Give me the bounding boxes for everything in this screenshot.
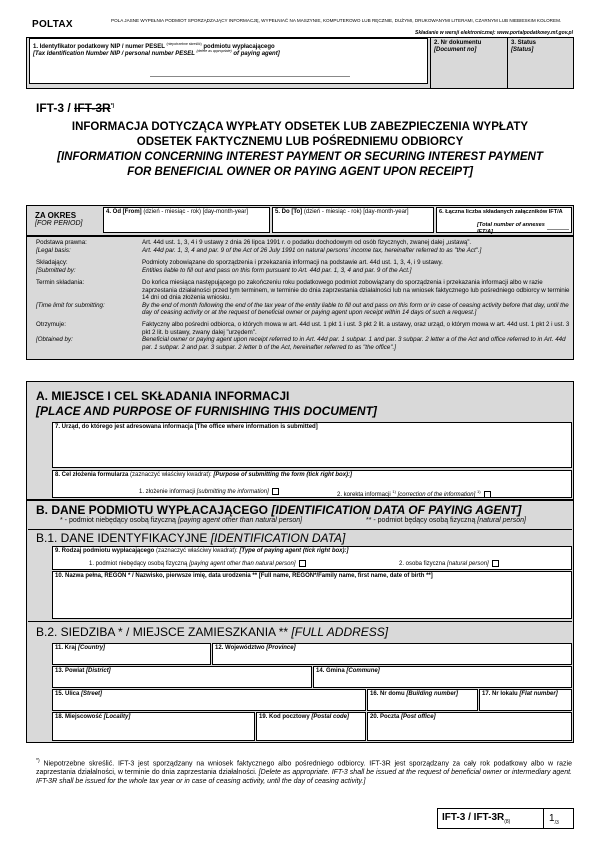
info-legal-basis: Podstawa prawna: [Legal basis: Art. 44d ust. 1, 3, 4 i 9 ustawy z dnia 26 lipca 1991 r. o podatku dochodowym od osób fizycznych, zwanej dalej „ustawą”. Art. 44d par. 1, 3, 4 and par. 9 of the Act of 26 July 1991 on natural persons' income tax, hereinafter referred to as "the Act".] (36, 239, 482, 254)
info-submitted-by: Składający: [Submitted by: Podmioty zobowiązane do sporządzenia i przekazania informacji na podstawie art. 44d ust. 1, 3, 4, i 9 ustawy. Entities liable to fill out and pass on this form pursuant to Art. 44d par. 1, 3, 4 and par. 9 of the Act.] (36, 259, 443, 274)
field-17-flat-no[interactable]: 17. Nr lokalu [Flat number] (479, 689, 572, 711)
field-3-label-en: [Status] (511, 47, 534, 53)
field-8-purpose: 8. Cel złożenia formularza (zaznaczyć właściwy kwadrat): [Purpose of submitting the form (tick right box):] 1. złożenie informacji [submitting the information] 2. korekta informacji $^{1)}$ [correction of the information] $^{1)}$ (52, 470, 572, 498)
field-6-label: 6. Łączna liczba składanych załączników IFT/A (439, 209, 563, 215)
field-6-annex-count[interactable] (436, 207, 572, 233)
field-4-label: 4. Od [From] (106, 209, 142, 215)
period-label-en: [FOR PERIOD] (35, 220, 83, 227)
field-1-label-en: [Tax Identification Number NIP / personal number PESEL (33, 51, 195, 57)
purpose-option-correction[interactable]: 2. korekta informacji $^{1)}$ [correction of the information] $^{1)}$ (337, 488, 491, 499)
field-2-label: 2. Nr dokumentu (434, 40, 482, 46)
section-b-note-legal: * - podmiot niebędący osobą fizyczną [paying agent other than natural person] (60, 517, 303, 524)
title-pl-1: INFORMACJA DOTYCZĄCA WYPŁATY ODSETEK LUB ZABEZPIECZENIA WYPŁATY (71, 121, 529, 133)
agent-natural-checkbox[interactable] (492, 560, 499, 567)
field-12-province[interactable]: 12. Województwo [Province] (212, 643, 572, 665)
form-id (36, 99, 114, 115)
field-1-note-en: (delete as appropriate) (196, 49, 232, 53)
footer-form-box (437, 808, 574, 829)
agent-type-natural[interactable]: 2. osoba fizyczna [natural person] (399, 560, 499, 568)
logo: POLTAX (32, 19, 73, 30)
title-en-1: [INFORMATION CONCERNING INTEREST PAYMENT OR SECURING INTEREST PAYMENT (57, 151, 543, 163)
field-11-country[interactable]: 11. Kraj [Country] (52, 643, 211, 665)
purpose-option-submit[interactable]: 1. złożenie informacji [submitting the information] (139, 488, 279, 496)
field-15-street[interactable]: 15. Ulica [Street] (52, 689, 366, 711)
field-2-label-en: [Document no] (434, 47, 477, 53)
period-label: ZA OKRES (35, 211, 77, 220)
fill-notice: POLA JASNE WYPEŁNIA PODMIOT SPORZĄDZAJĄCY INFORMACJĘ, WYPEŁNIAĆ NA MASZYNIE, KOMPUTEROWO LUB RĘCZNIE, DUŻYMI, DRUKOWANYMI LITERAMI, CZARNYM LUB NIEBIESKIM KOLOREM. (111, 18, 562, 23)
title-en-2: FOR BENEFICIAL OWNER OR PAYING AGENT UPON RECEIPT] (127, 166, 473, 178)
form-title (26, 120, 574, 180)
field-6-label-en: [Total number of annexes IFT/A] (477, 222, 545, 235)
info-time-limit: Termin składania: [Time limit for submitting: Do końca miesiąca następującego po zakończeniu roku podatkowego podmiot zobowiązany do sporządzenia i przekazania informacji albo w razie zaprzestania działalności przed tym terminem, w terminie do dnia zaprzestania działalności lub na wniosek faktycznego lub pośredniego odbiorcy w terminie 14 dni od dnia złożenia wniosku. By the end of month following the end of the tax year of the entity liable to fill out and pass on this form or in case of ceasing activity before that day, until the day of ceasing activity or at the request of beneficial owner or paying agent upon receipt within 14 days of such a request.] (36, 279, 570, 316)
footnote: *) Niepotrzebne skreślić. IFT-3 jest sporządzany na wniosek faktycznego albo pośredniego odbiorcy. IFT-3R jest sporządzany za cały rok podatkowy albo w razie zaprzestania działalności, w terminie do dnia zaprzestania działalności. [Delete as appropriate. IFT-3 shall be issued at the request of beneficial owner or intermediary agent. IFT-3R shall be issued for the whole tax year or in case of ceasing activity, until the day of ceasing activity.] (36, 758, 572, 786)
section-a-title-en: [PLACE AND PURPOSE OF FURNISHING THIS DOCUMENT] (36, 404, 377, 418)
footer-form-id: IFT-3 / IFT-$3R_{(8)}$ (442, 812, 511, 825)
field-7-label: 7. Urząd, do którego jest adresowana informacja [The office where information is submitted] (55, 424, 318, 430)
field-1-label-tail: podmiotu wypłacającego (203, 44, 275, 50)
title-pl-2: ODSETEK FAKTYCZNEMU LUB POŚREDNIEMU ODBIORCY (136, 136, 464, 148)
b2-title: B.2. SIEDZIBA * / MIEJSCE ZAMIESZKANIA ** [FULL ADDRESS] (36, 625, 389, 639)
tax-id-digit-line (150, 72, 350, 77)
field-18-locality[interactable]: 18. Miejscowość [Locality] (52, 712, 255, 741)
field-2-document-no (431, 38, 505, 84)
b1-title: B.1. DANE IDENTYFIKACYJNE [IDENTIFICATION DATA] (36, 531, 346, 545)
field-3-label: 3. Status (511, 40, 537, 46)
agent-type-legal[interactable]: 1. podmiot niebędący osobą fizyczną [paying agent other than natural person] (89, 560, 306, 568)
field-4-hint: (dzień - miesiąc - rok) [day-month-year] (143, 209, 249, 215)
info-obtained-by: Otrzymuje: [Obtained by: Faktyczny albo pośredni odbiorca, o których mowa w art. 44d ust. 1 pkt 1 i ust. 3 pkt 2 lit. a ustawy, oraz urząd, o którym mowa w art. 44d ust. 1 pkt 2 i ust. 3 pkt 2 lit. b ustawy, zwany dalej "urzędem". Beneficial owner or paying agent upon receipt referred to in Art. 44d par. 1 subpar. 1 and par. 3 subpar. 2 letter a of the Act and office referred to in Art. 44d par. 1 subpar. 2 and par. 3 subpar. 2 letter b of the Act, hereinafter referred to as "the office".] (36, 321, 570, 351)
field-3-status (508, 38, 572, 84)
form-id-main: IFT-3 / (36, 101, 75, 115)
field-1-label-en-tail: of paying agent] (233, 51, 280, 57)
field-9-agent-type: 9. Rodzaj podmiotu wypłacającego (zaznaczyć właściwy kwadrat): [Type of paying agent (tick right box):] 1. podmiot niebędący osobą fizyczną [paying agent other than natural person] 2. osoba fizyczna [natural person] (52, 546, 572, 570)
field-20-post-office[interactable]: 20. Poczta [Post office] (367, 712, 572, 741)
field-13-district[interactable]: 13. Powiat [District] (52, 666, 312, 688)
section-a-title: A. MIEJSCE I CEL SKŁADANIA INFORMACJI (36, 389, 290, 403)
field-1-label: 1. Identyfikator podatkowy NIP / numer PESEL (33, 44, 165, 50)
field-1-note: (niepotrzebne skreślić) (166, 42, 202, 46)
field-5-label: 5. Do [To] (275, 209, 303, 215)
field-16-building-no[interactable]: 16. Nr domu [Building number] (367, 689, 478, 711)
form-id-mark: *) (110, 103, 115, 109)
purpose-correction-checkbox[interactable] (484, 491, 491, 498)
field-10-label: 10. Nazwa pełna, REGON * / Nazwisko, pierwsze imię, data urodzenia ** [Full name, REGON*/Family name, first name, date of birth **] (55, 573, 433, 579)
section-b-note-natural: ** - podmiot będący osobą fizyczną [natural person] (366, 517, 526, 524)
purpose-submit-checkbox[interactable] (272, 488, 279, 495)
field-5-to[interactable] (272, 207, 434, 233)
field-7-office[interactable] (52, 422, 572, 468)
agent-legal-checkbox[interactable] (299, 560, 306, 567)
field-5-hint: (dzień - miesiąc - rok) [day-month-year] (303, 209, 409, 215)
field-10-full-name[interactable] (52, 571, 572, 619)
page-number: $1_{/3}$ (549, 813, 559, 826)
electronic-submission: Składanie w wersji elektronicznej: www.portalpodatkowy.mf.gov.pl (415, 30, 573, 36)
field-14-commune[interactable]: 14. Gmina [Commune] (313, 666, 572, 688)
field-1-tax-id[interactable] (29, 38, 428, 84)
section-b-title: B. DANE PODMIOTU WYPŁACAJĄCEGO [IDENTIFICATION DATA OF PAYING AGENT] (36, 503, 522, 517)
field-19-postal-code[interactable]: 19. Kod pocztowy [Postal code] (256, 712, 366, 741)
form-id-struck: IFT-3R (74, 101, 111, 115)
field-4-from[interactable] (103, 207, 270, 233)
